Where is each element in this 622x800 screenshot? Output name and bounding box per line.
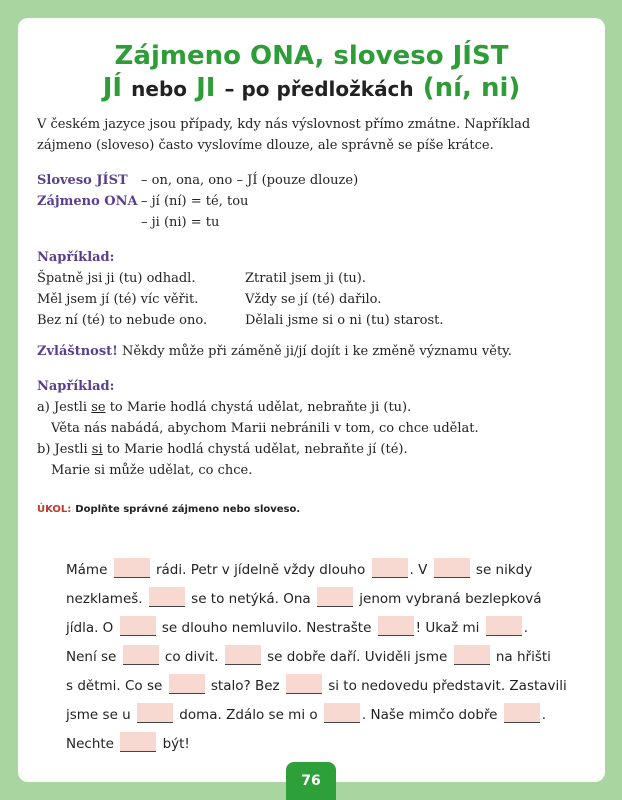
exercise-line <box>66 701 586 730</box>
example-row <box>37 310 587 331</box>
exercise-text-fragment: na hřišti <box>491 649 551 665</box>
example-a <box>37 397 587 418</box>
rules-block <box>37 170 587 233</box>
rule-text: – on, ona, ono – JÍ (pouze dlouze) <box>141 173 359 188</box>
example-b-explanation: Marie si může udělat, co chce. <box>51 463 253 478</box>
rule-text: – ji (ni) = tu <box>141 215 220 230</box>
note-text: Někdy může při záměně ji/jí dojít i ke změně významu věty. <box>117 344 512 359</box>
example-b <box>37 439 587 460</box>
exercise-text-fragment: jídla. O <box>66 620 118 636</box>
answer-blank[interactable] <box>454 645 490 665</box>
exercise-text-fragment: jsme se u <box>66 707 136 723</box>
title-ji-long: JÍ <box>102 73 123 103</box>
title-prepositions: – po předložkách <box>224 77 414 101</box>
answer-blank[interactable] <box>372 558 408 578</box>
exercise-text-fragment: Nechte <box>66 736 119 752</box>
title-ni: (ní, ni) <box>422 73 521 103</box>
exercise-text <box>66 556 586 759</box>
rule-row <box>37 191 587 212</box>
example-cell: Dělali jsme si o ni (tu) starost. <box>245 313 444 328</box>
answer-blank[interactable] <box>317 587 353 607</box>
page-title <box>18 40 605 105</box>
exercise-text-fragment: s dětmi. Co se <box>66 678 167 694</box>
exercise-text-fragment: se nikdy <box>471 562 533 578</box>
exercise-text-fragment: . <box>523 620 528 636</box>
rule-label: Zájmeno ONA <box>37 194 138 209</box>
exercise-line <box>66 643 586 672</box>
title-ji-short: JI <box>196 73 216 103</box>
example-cell: Ztratil jsem ji (tu). <box>245 271 366 286</box>
exercise-text-fragment: . <box>541 707 547 723</box>
example-a-text: to Marie hodlá chystá udělat, nebraňte ji (tu). <box>105 400 412 415</box>
exercise-text-fragment: se dobře daří. Uviděli jsme <box>262 649 452 665</box>
answer-blank[interactable] <box>114 558 150 578</box>
example-row <box>37 268 587 289</box>
underlined-word: se <box>91 400 106 415</box>
answer-blank[interactable] <box>324 703 360 723</box>
title-line-1: Zájmeno ONA, sloveso JÍST <box>114 41 509 71</box>
exercise-text-fragment: ! Ukaž mi <box>415 620 484 636</box>
task-instruction: Doplňte správné zájmeno nebo sloveso. <box>75 504 301 515</box>
example-cell: Měl jsem jí (té) víc věřit. <box>37 292 199 307</box>
exercise-line <box>66 585 586 614</box>
answer-blank[interactable] <box>123 645 159 665</box>
answer-blank[interactable] <box>120 732 156 752</box>
title-line-2 <box>18 72 605 105</box>
intro-paragraph: V českém jazyce jsou případy, kdy nás výslovnost přímo zmátne. Například zájmeno (sloveso) často vyslovíme dlouze, ale správně se píše krátce. <box>37 117 531 153</box>
exercise-text-fragment: si to nedovedu představit. Zastavili <box>323 678 567 694</box>
answer-blank[interactable] <box>149 587 185 607</box>
exercise-text-fragment: Máme <box>66 562 112 578</box>
answer-blank[interactable] <box>378 616 414 636</box>
example-cell: Vždy se jí (té) dařilo. <box>245 292 382 307</box>
exercise-text-fragment: se dlouho nemluvilo. Nestrašte <box>157 620 376 636</box>
exercise-text-fragment: stalo? Bez <box>206 678 284 694</box>
page-sheet <box>18 18 605 782</box>
task-heading <box>37 499 587 520</box>
answer-blank[interactable] <box>504 703 540 723</box>
exercise-text-fragment: rádi. Petr v jídelně vždy dlouho <box>151 562 370 578</box>
note-label: Zvláštnost! <box>37 344 118 359</box>
underlined-word: si <box>91 442 103 457</box>
answer-blank[interactable] <box>120 616 156 636</box>
content <box>37 114 587 520</box>
note-paragraph <box>37 341 587 362</box>
rule-row <box>37 170 587 191</box>
answer-blank[interactable] <box>486 616 522 636</box>
example-heading: Například: <box>37 379 115 394</box>
exercise-line <box>66 730 586 759</box>
exercise-text-fragment: jenom vybraná bezlepková <box>354 591 542 607</box>
rule-label <box>37 212 141 233</box>
example-b-text: to Marie hodlá chystá udělat, nebraňte jí (té). <box>102 442 408 457</box>
exercise-line <box>66 672 586 701</box>
rule-text: – jí (ní) = té, tou <box>141 194 249 209</box>
page-number: 76 <box>286 762 336 800</box>
example-a-explanation: Věta nás nabádá, abychom Marii nebránili v tom, co chce udělat. <box>51 421 479 436</box>
example-cell: Bez ní (té) to nebude ono. <box>37 313 208 328</box>
example-a-text: a) Jestli <box>37 400 92 415</box>
example-row <box>37 289 587 310</box>
example-b-text: b) Jestli <box>37 442 92 457</box>
exercise-line <box>66 614 586 643</box>
exercise-text-fragment: být! <box>158 736 190 752</box>
task-label: ÚKOL: <box>37 504 72 515</box>
exercise-text-fragment: nezklameš. <box>66 591 147 607</box>
exercise-text-fragment: co divit. <box>160 649 223 665</box>
rule-label: Sloveso JÍST <box>37 173 128 188</box>
title-nebo: nebo <box>131 77 187 101</box>
exercise-text-fragment: Není se <box>66 649 121 665</box>
exercise-text-fragment: . V <box>409 562 432 578</box>
rule-row <box>37 212 587 233</box>
answer-blank[interactable] <box>286 674 322 694</box>
answer-blank[interactable] <box>434 558 470 578</box>
answer-blank[interactable] <box>225 645 261 665</box>
example-heading: Například: <box>37 250 115 265</box>
example-cell: Špatně jsi ji (tu) odhadl. <box>37 271 196 286</box>
exercise-text-fragment: se to netýká. Ona <box>186 591 315 607</box>
exercise-text-fragment: . Naše mimčo dobře <box>361 707 502 723</box>
exercise-text-fragment: doma. Zdálo se mi o <box>175 707 322 723</box>
exercise-line <box>66 556 586 585</box>
answer-blank[interactable] <box>169 674 205 694</box>
answer-blank[interactable] <box>137 703 173 723</box>
